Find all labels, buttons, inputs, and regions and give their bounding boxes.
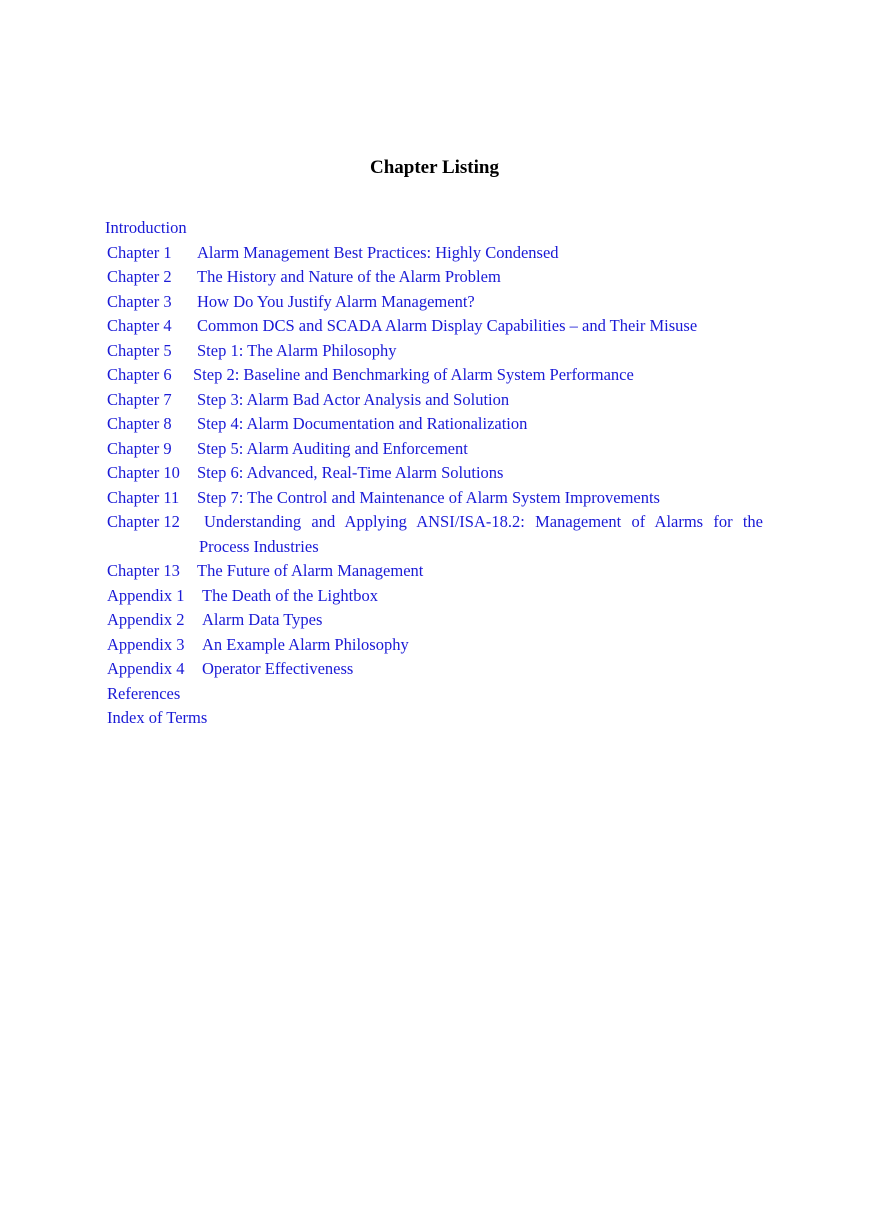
toc-entry-title: Step 1: The Alarm Philosophy: [197, 340, 397, 360]
toc-entry-chapter-4[interactable]: [0, 314, 869, 339]
toc-entry-chapter-7[interactable]: [0, 388, 869, 413]
toc-entry-title: Step 2: Baseline and Benchmarking of Alarm System Performance: [193, 365, 634, 384]
toc-entry-chapter-8[interactable]: [0, 412, 869, 437]
toc-entry-title: Step 6: Advanced, Real-Time Alarm Solutions: [197, 463, 504, 482]
toc-entry-index-of-terms[interactable]: [0, 706, 869, 731]
toc-entry-title: The Future of Alarm Management: [197, 561, 424, 580]
toc-entry-label: Chapter 10: [107, 463, 180, 482]
toc-entry-title: How Do You Justify Alarm Management?: [197, 291, 475, 311]
toc-entry-title: An Example Alarm Philosophy: [202, 634, 409, 654]
toc-entry-chapter-9[interactable]: [0, 437, 869, 462]
toc-entry-label: Appendix 1: [107, 585, 185, 605]
toc-entry-chapter-13[interactable]: [0, 559, 869, 584]
toc-entry-label: Chapter 6: [107, 365, 172, 384]
toc-entry-label: Appendix 4: [107, 659, 185, 678]
chapter-listing: [0, 216, 869, 731]
toc-entry-label: Chapter 9: [107, 438, 172, 458]
toc-entry-title: Common DCS and SCADA Alarm Display Capabilities – and Their Misuse: [197, 316, 698, 335]
toc-entry-title: Step 5: Alarm Auditing and Enforcement: [197, 438, 468, 458]
toc-entry-title: Step 7: The Control and Maintenance of Alarm System Improvements: [197, 487, 660, 507]
toc-entry-chapter-12[interactable]: [0, 510, 869, 559]
page-title: Chapter Listing: [370, 157, 499, 178]
toc-entry-appendix-2[interactable]: [0, 608, 869, 633]
toc-entry-chapter-11[interactable]: [0, 486, 869, 511]
toc-entry-references[interactable]: [0, 682, 869, 707]
toc-entry-chapter-10[interactable]: [0, 461, 869, 486]
toc-entry-label: Chapter 11: [107, 487, 180, 507]
toc-entry-title-continued: Process Industries: [199, 536, 319, 556]
toc-entry-label: Chapter 3: [107, 291, 172, 311]
toc-entry-label: Chapter 12: [107, 512, 180, 531]
toc-entry-title: Alarm Data Types: [202, 610, 323, 629]
toc-entry-appendix-1[interactable]: [0, 584, 869, 609]
toc-entry-label: Chapter 8: [107, 414, 172, 433]
toc-entry-label: Chapter 13: [107, 561, 180, 580]
toc-entry-title: Operator Effectiveness: [202, 659, 354, 678]
toc-link-introduction[interactable]: Introduction: [105, 218, 187, 237]
toc-entry-label: Chapter 2: [107, 267, 172, 286]
toc-entry-label: Appendix 2: [107, 610, 185, 629]
toc-entry-introduction[interactable]: [0, 216, 869, 241]
toc-entry-chapter-2[interactable]: [0, 265, 869, 290]
toc-entry-title: Step 4: Alarm Documentation and Rationalization: [197, 414, 528, 433]
toc-entry-title: Step 3: Alarm Bad Actor Analysis and Solution: [197, 389, 510, 409]
toc-entry-chapter-1[interactable]: [0, 241, 869, 266]
toc-entry-label: Chapter 1: [107, 242, 172, 262]
toc-entry-label: Appendix 3: [107, 634, 185, 654]
toc-entry-label: Chapter 7: [107, 389, 172, 409]
toc-entry-chapter-6[interactable]: [0, 363, 869, 388]
toc-entry-title: The Death of the Lightbox: [202, 585, 378, 605]
toc-entry-appendix-4[interactable]: [0, 657, 869, 682]
toc-entry-title: Understanding and Applying ANSI/ISA-18.2: Management of Alarms for the: [204, 512, 763, 531]
toc-entry-title: The History and Nature of the Alarm Problem: [197, 267, 501, 286]
toc-entry-appendix-3[interactable]: [0, 633, 869, 658]
toc-entry-label: Chapter 5: [107, 340, 172, 360]
toc-entry-chapter-3[interactable]: [0, 290, 869, 315]
toc-entry-title: Alarm Management Best Practices: Highly Condensed: [197, 242, 559, 262]
toc-link-index-of-terms[interactable]: Index of Terms: [107, 708, 208, 727]
toc-entry-chapter-5[interactable]: [0, 339, 869, 364]
toc-link-references[interactable]: References: [107, 683, 181, 703]
toc-entry-label: Chapter 4: [107, 316, 172, 335]
